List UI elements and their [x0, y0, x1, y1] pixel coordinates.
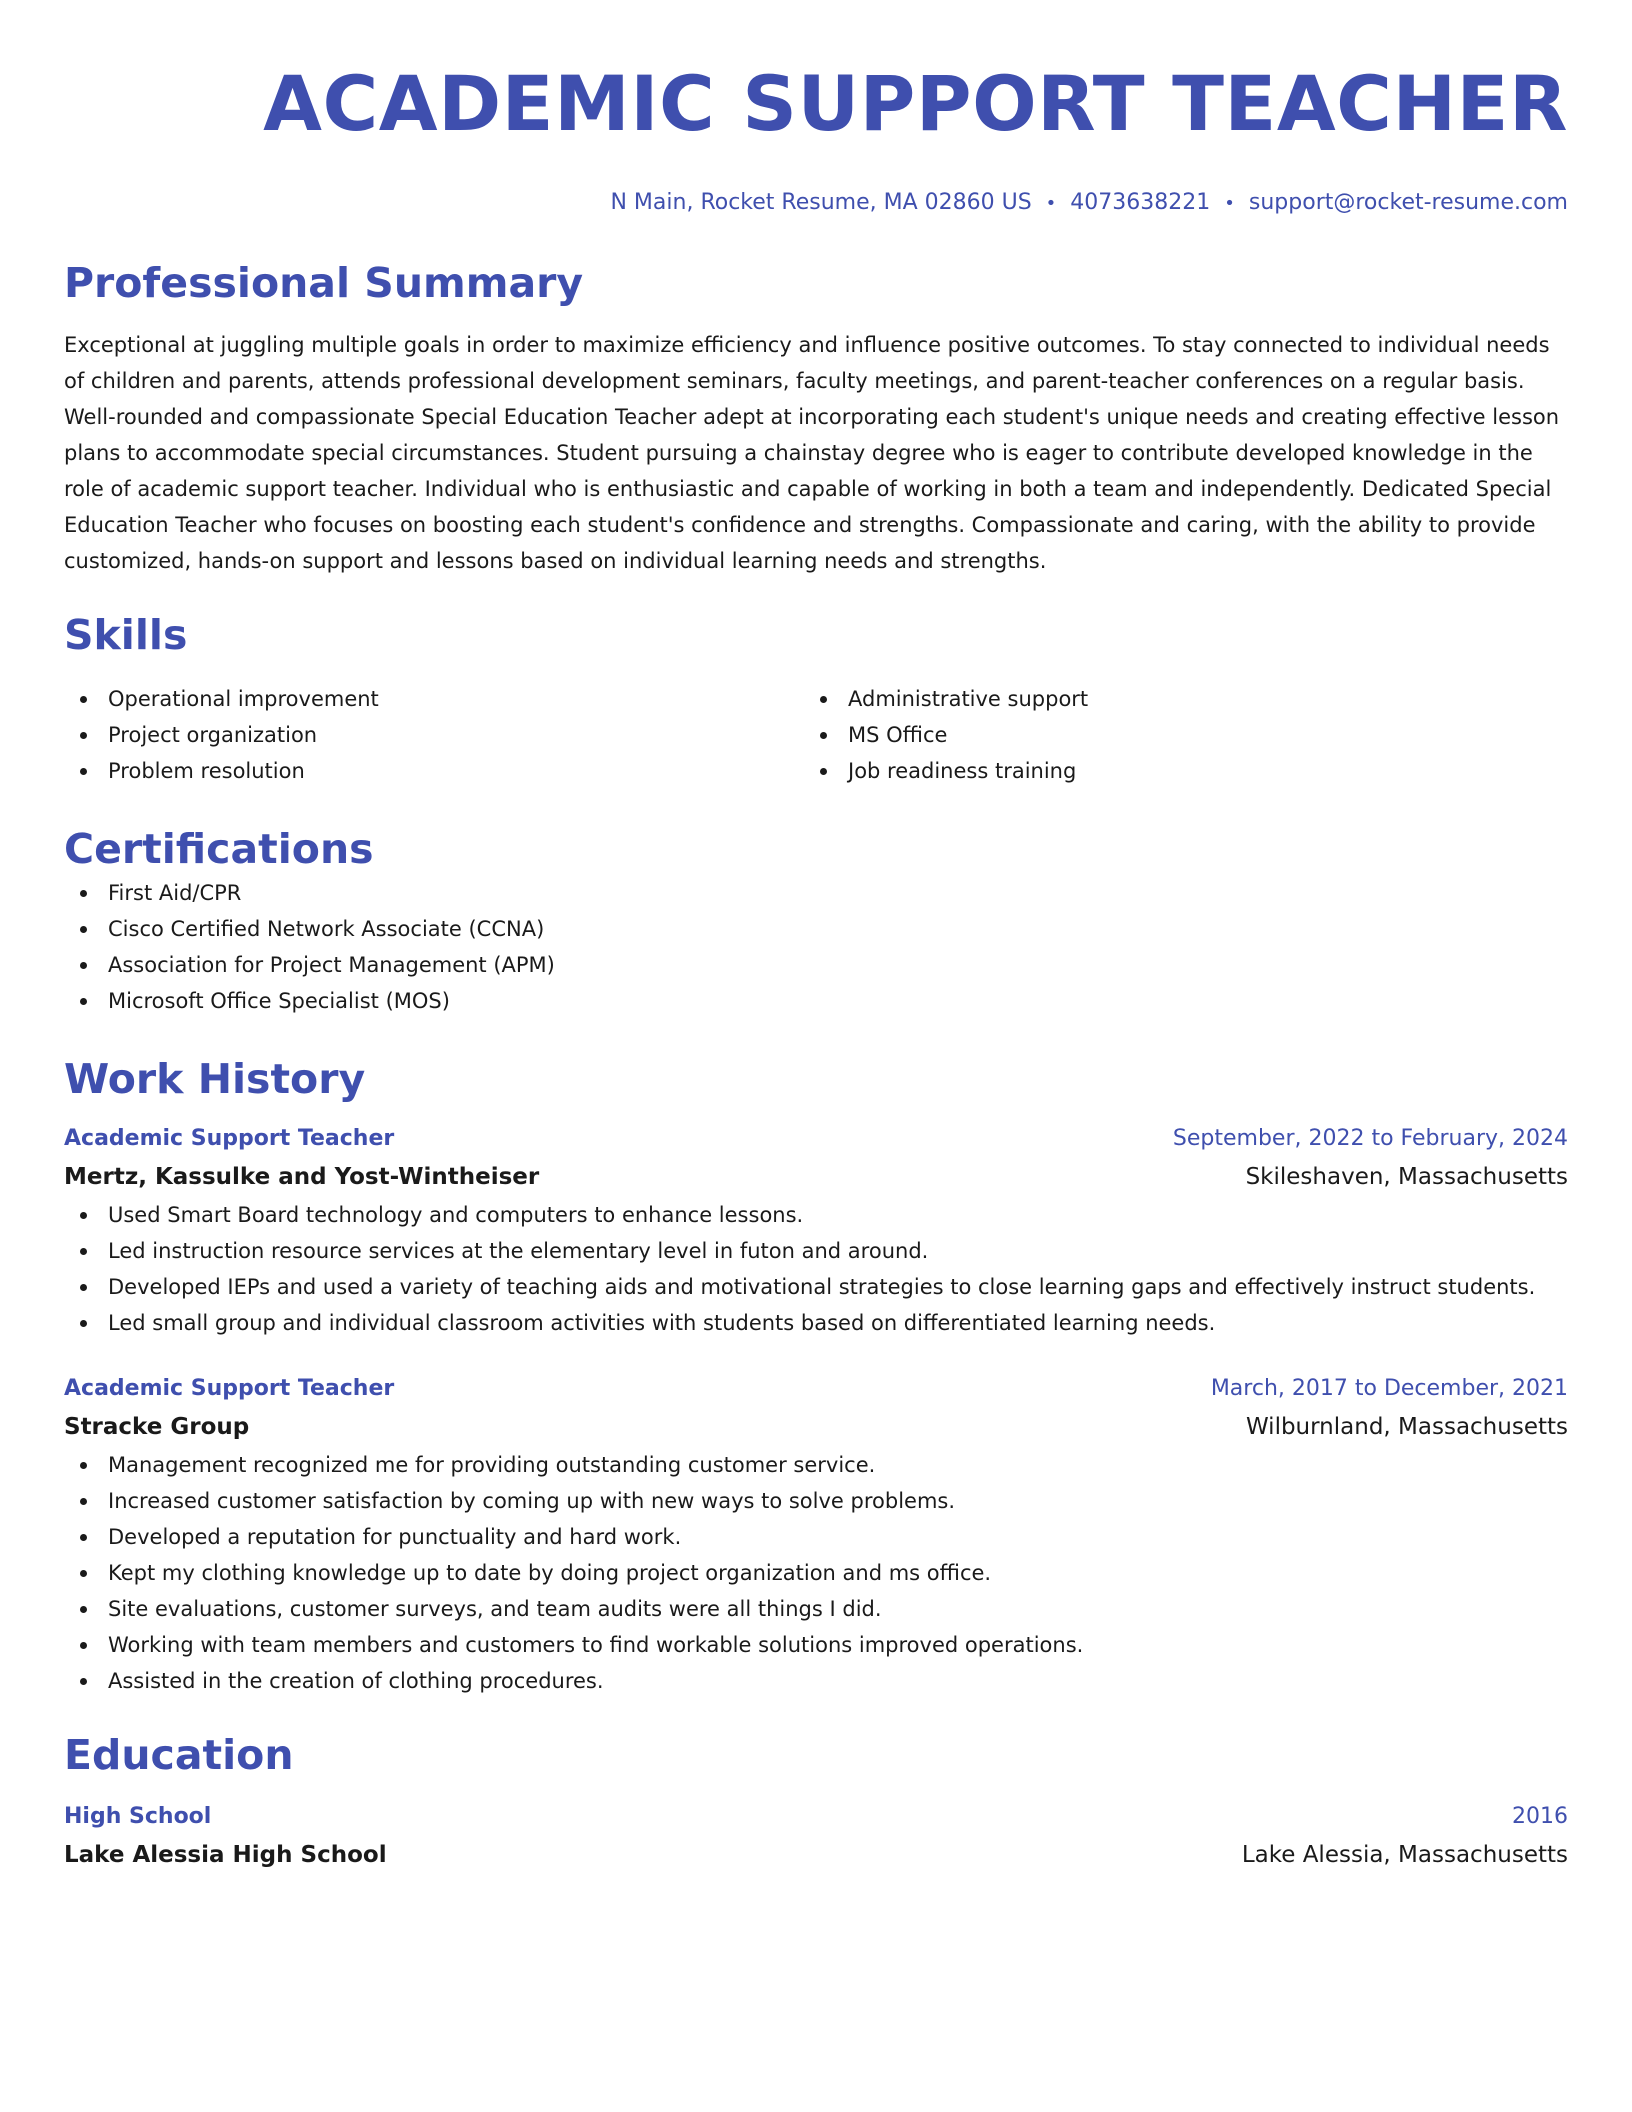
- education-degree-row: [64, 1799, 1568, 1835]
- job-employer-row: [64, 1157, 1568, 1197]
- skills-column-left: [64, 681, 804, 789]
- job-bullet: Assisted in the creation of clothing procedures.: [64, 1663, 1568, 1699]
- contact-separator: •: [1045, 193, 1057, 214]
- job-bullet: Led instruction resource services at the elementary level in futon and around.: [64, 1233, 1568, 1269]
- job-bullets: [64, 1197, 1568, 1341]
- job-title-row: [64, 1121, 1568, 1157]
- job-employer: Stracke Group: [64, 1414, 250, 1440]
- certifications-list: [64, 875, 1568, 1019]
- job-bullet: Kept my clothing knowledge up to date by doing project organization and ms office.: [64, 1555, 1568, 1591]
- certifications-heading: Certifications: [64, 825, 374, 873]
- job-employer: Mertz, Kassulke and Yost-Wintheiser: [64, 1164, 540, 1190]
- skill-item: Administrative support: [804, 681, 1544, 717]
- resume-name: ACADEMIC SUPPORT TEACHER: [263, 59, 1568, 148]
- job-bullet: Led small group and individual classroom activities with students based on differentiated learning needs.: [64, 1305, 1568, 1341]
- job-title: Academic Support Teacher: [64, 1376, 395, 1401]
- skills-column-right: [804, 681, 1544, 789]
- job-bullet: Management recognized me for providing outstanding customer service.: [64, 1447, 1568, 1483]
- job-employer-row: [64, 1407, 1568, 1447]
- job-bullet: Developed a reputation for punctuality and hard work.: [64, 1519, 1568, 1555]
- contact-email: support@rocket-resume.com: [1248, 190, 1568, 215]
- job-location: Skileshaven, Massachusetts: [1245, 1164, 1568, 1190]
- skills-list-right: [804, 681, 1544, 789]
- job-dates: March, 2017 to December, 2021: [1210, 1376, 1568, 1401]
- skill-item: Operational improvement: [64, 681, 804, 717]
- summary-text: Exceptional at juggling multiple goals in order to maximize efficiency and influence positive outcomes. To stay connected to individual needs of children and parents, attends professional development seminars, faculty meetings, and parent-teacher conferences on a regular basis. Well-rounded and compassionate Special Education Teacher adept at incorporating each student's unique needs and creating effective lesson plans to accommodate special circumstances. Student pursuing a chainstay degree who is eager to contribute developed knowledge in the role of academic support teacher. Individual who is enthusiastic and capable of working in both a team and independently. Dedicated Special Education Teacher who focuses on boosting each student's confidence and strengths. Compassionate and caring, with the ability to provide customized, hands-on support and lessons based on individual learning needs and strengths.: [64, 333, 1560, 573]
- skill-item: Project organization: [64, 717, 804, 753]
- skill-item: MS Office: [804, 717, 1544, 753]
- certification-item: Cisco Certified Network Associate (CCNA): [64, 911, 1568, 947]
- contact-separator: •: [1224, 193, 1235, 214]
- education-degree: High School: [64, 1804, 212, 1829]
- skill-item: Job readiness training: [804, 753, 1544, 789]
- education-entry: [64, 1799, 1568, 1875]
- education-year: 2016: [1512, 1804, 1568, 1829]
- contact-line: [64, 188, 1568, 219]
- education-heading: Education: [64, 1731, 294, 1779]
- certification-item: First Aid/CPR: [64, 875, 1568, 911]
- skills-heading: Skills: [64, 611, 188, 659]
- job-location: Wilburnland, Massachusetts: [1245, 1414, 1568, 1440]
- job-bullet: Developed IEPs and used a variety of teaching aids and motivational strategies to close learning gaps and effectively instruct students.: [64, 1269, 1568, 1305]
- job-title: Academic Support Teacher: [64, 1126, 395, 1151]
- job-bullet: Used Smart Board technology and computers to enhance lessons.: [64, 1197, 1568, 1233]
- work-history-heading: Work History: [64, 1055, 366, 1103]
- summary-heading: Professional Summary: [64, 259, 584, 307]
- job-bullet: Site evaluations, customer surveys, and team audits were all things I did.: [64, 1591, 1568, 1627]
- job-bullet: Increased customer satisfaction by coming up with new ways to solve problems.: [64, 1483, 1568, 1519]
- job-bullets: [64, 1447, 1568, 1699]
- job-bullet: Working with team members and customers to find workable solutions improved operations.: [64, 1627, 1568, 1663]
- skill-item: Problem resolution: [64, 753, 804, 789]
- certification-item: Microsoft Office Specialist (MOS): [64, 983, 1568, 1019]
- education-school: Lake Alessia High School: [64, 1842, 387, 1868]
- job-title-row: [64, 1371, 1568, 1407]
- education-school-row: [64, 1835, 1568, 1875]
- job-entry: [64, 1371, 1568, 1699]
- skills-grid: [64, 681, 1568, 789]
- certification-item: Association for Project Management (APM): [64, 947, 1568, 983]
- job-entry: [64, 1121, 1568, 1341]
- contact-address: N Main, Rocket Resume, MA 02860 US: [610, 190, 1032, 215]
- education-location: Lake Alessia, Massachusetts: [1241, 1842, 1568, 1868]
- contact-phone: 4073638221: [1070, 190, 1211, 215]
- job-dates: September, 2022 to February, 2024: [1172, 1126, 1568, 1151]
- skills-list-left: [64, 681, 804, 789]
